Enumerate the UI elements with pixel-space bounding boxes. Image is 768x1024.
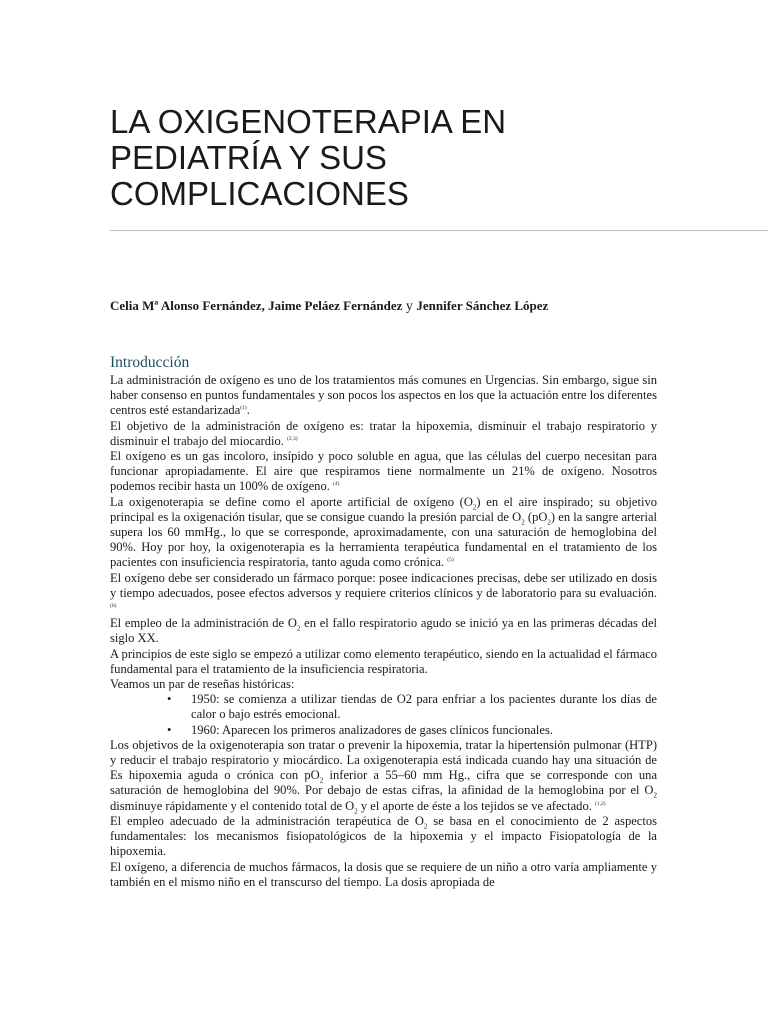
list-item (167, 722, 657, 738)
paragraph-10-text-b: se basa en el conocimiento de 2 aspectos fundamentales: los mecanismos fisiopatológicos de la hipoxemia y el impacto Fisiopatología de la hipoxemia. (110, 813, 657, 859)
subscript: 2 (354, 807, 358, 816)
paragraph-5-text: El oxígeno debe ser considerado un fármaco porque: posee indicaciones precisas, debe ser utilizado en dosis y tiempo adecuados, posee efectos adversos y requiere criterios clínicos y de laboratorio para su evaluación. (110, 570, 657, 600)
paragraph-2-text: El objetivo de la administración de oxígeno es: tratar la hipoxemia, disminuir el trabajo respiratorio y disminuir el trabajo del miocardio. (110, 418, 657, 448)
paragraph-5 (110, 571, 657, 617)
author-1: Celia Mª Alonso Fernández (110, 298, 262, 313)
subscript: 2 (319, 776, 324, 785)
paragraph-4-text-a: La oxigenoterapia se define como el aporte artificial de oxígeno (O (110, 494, 473, 509)
paragraph-6-text-a: El empleo de la administración de O (110, 616, 297, 631)
reference-9: (1,2) (595, 800, 606, 807)
paragraph-7: A principios de este siglo se empezó a utilizar como elemento terapéutico, siendo en la actualidad el fármaco fundamental para el tratamiento de la insuficiencia respiratoria. (110, 646, 657, 676)
paragraph-9-text-c: disminuye rápidamente y el contenido total de O (110, 798, 355, 813)
paragraph-9-text-d: y el aporte de éste a los tejidos se ve afectado. (357, 798, 592, 813)
paragraph-10 (110, 814, 657, 860)
subscript: 2 (521, 518, 525, 527)
paragraph-4 (110, 495, 657, 571)
body-text (110, 373, 657, 890)
paragraph-6 (110, 616, 657, 646)
paragraph-6-text-b: en el fallo respiratorio agudo se inició ya en las primeras décadas del siglo XX. (110, 616, 658, 646)
list-item-text: 1960: Aparecen los primeros analizadores de gases clínicos funcionales. (191, 722, 553, 737)
title-line-1: LA OXIGENOTERAPIA EN (110, 103, 507, 140)
paragraph-8: Veamos un par de reseñas históricas: (110, 677, 295, 692)
subscript: 2 (472, 503, 477, 512)
author-conjunction: y (402, 299, 417, 314)
reference-2: (2,3) (287, 435, 298, 442)
bullet-icon: • (167, 692, 172, 707)
reference-5: (6) (110, 602, 117, 609)
reference-3: (4) (333, 481, 340, 488)
paragraph-1 (110, 373, 657, 419)
history-list (110, 692, 657, 738)
paragraph-4-text-d: ) en la sangre arterial supera los 60 mmHg., lo que se corresponde, aproximadamente, con una saturación de hemoglobina del 90%. Hoy por hoy, la oxigenoterapia es la herramienta terapéutica fundamental en el tratamiento de los pacientes con insuficiencia respiratoria, tanto aguda como crónica. (110, 509, 657, 570)
paragraph-4-text-b: ) en el aire inspirado; su objetivo principal es la oxigenación tisular, que se consigue cuando la presión parcial de O (110, 494, 657, 524)
subscript: 2 (547, 518, 551, 527)
title-line-2: PEDIATRÍA Y SUS (110, 139, 387, 176)
section-heading-introduccion: Introducción (110, 354, 190, 371)
paragraph-3-text: El oxígeno es un gas incoloro, insípido y poco soluble en agua, que las células del cuerpo necesitan para funcionar apropiadamente. El aire que respiramos tiene normalmente un 21% de oxígeno. Nosotros podemos recibir hasta un 100% de oxígeno. (110, 449, 657, 494)
paragraph-3 (110, 449, 657, 495)
author-2: Jaime Peláez Fernández (268, 298, 403, 313)
title-line-3: COMPLICACIONES (110, 175, 409, 212)
author-separator: , (261, 298, 269, 313)
list-item (167, 692, 657, 722)
reference-4: (5) (447, 557, 454, 564)
subscript: 2 (653, 791, 657, 800)
author-line (110, 297, 750, 316)
subscript: 2 (296, 624, 301, 633)
reference-1: (1) (240, 405, 247, 412)
paragraph-10-text-a: El empleo adecuado de la administración terapéutica de O (110, 813, 424, 828)
title-divider (110, 230, 768, 231)
paragraph-4-text-c: (pO (524, 509, 548, 524)
subscript: 2 (423, 822, 428, 831)
paragraph-2 (110, 419, 657, 449)
author-3: Jennifer Sánchez López (416, 298, 549, 313)
paragraph-9-text-a: Los objetivos de la oxigenoterapia son tratar o prevenir la hipoxemia, tratar la hipertensión pulmonar (HTP) y reducir el trabajo respiratorio y miocárdico. La oxigenoterapia está indicada cuando hay una situación de Es hipoxemia aguda o crónica con pO (110, 737, 657, 783)
list-item-text: 1950: se comienza a utilizar tiendas de O2 para enfriar a los pacientes durante los días de calor o bajo estrés emocional. (191, 692, 657, 722)
paragraph-9-text-b: inferior a 55–60 mm Hg., cifra que se corresponde con una saturación de hemoglobina del 90%. Por debajo de estas cifras, la afinidad de la hemoglobina por el O (110, 768, 658, 798)
document-title (110, 104, 750, 212)
paragraph-9 (110, 738, 657, 814)
paragraph-1-text: La administración de oxígeno es uno de los tratamientos más comunes en Urgencias. Sin embargo, sigue sin haber consenso en puntos fundamentales y son pocos los aspectos en los que la actuación entre los diferentes centros esté estandarizada (110, 373, 657, 418)
paragraph-1-end: . (246, 403, 250, 418)
bullet-icon: • (167, 722, 172, 737)
paragraph-11: El oxígeno, a diferencia de muchos fármacos, la dosis que se requiere de un niño a otro varía ampliamente y también en el mismo niño en el transcurso del tiempo. La dosis apropiada de (110, 859, 657, 889)
